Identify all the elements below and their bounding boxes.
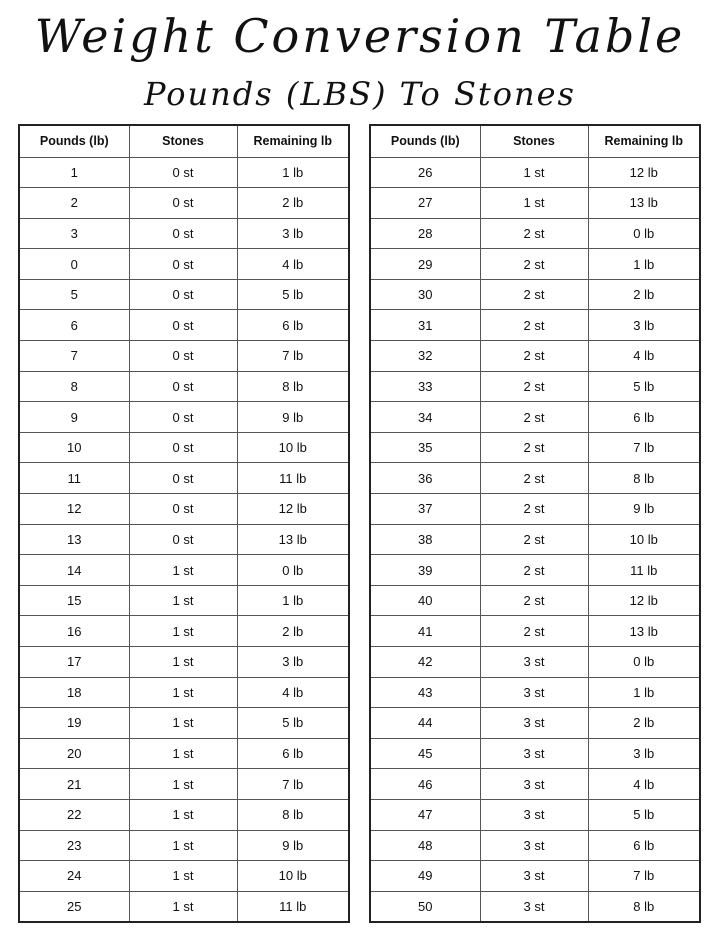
remaining-cell: 10 lb <box>588 524 700 555</box>
stones-cell: 3 st <box>480 769 588 800</box>
remaining-cell: 11 lb <box>237 463 349 494</box>
remaining-cell: 6 lb <box>237 310 349 341</box>
stones-cell: 2 st <box>480 402 588 433</box>
stones-cell: 1 st <box>129 647 237 678</box>
stones-cell: 3 st <box>480 677 588 708</box>
stones-cell: 1 st <box>129 616 237 647</box>
remaining-cell: 5 lb <box>588 799 700 830</box>
pounds-cell: 9 <box>19 402 129 433</box>
pounds-cell: 32 <box>370 341 480 372</box>
table-row <box>19 310 349 341</box>
pounds-cell: 1 <box>19 157 129 188</box>
table-row <box>370 677 700 708</box>
remaining-cell: 13 lb <box>237 524 349 555</box>
pounds-cell: 18 <box>19 677 129 708</box>
pounds-cell: 48 <box>370 830 480 861</box>
table-row <box>19 830 349 861</box>
stones-cell: 0 st <box>129 157 237 188</box>
table-row <box>19 647 349 678</box>
pounds-cell: 27 <box>370 188 480 219</box>
pounds-cell: 50 <box>370 891 480 922</box>
stones-cell: 2 st <box>480 494 588 525</box>
table-row <box>19 432 349 463</box>
table-row <box>19 708 349 739</box>
remaining-cell: 8 lb <box>237 799 349 830</box>
stones-cell: 1 st <box>129 799 237 830</box>
pounds-cell: 44 <box>370 708 480 739</box>
stones-cell: 1 st <box>129 830 237 861</box>
stones-cell: 2 st <box>480 432 588 463</box>
table-row <box>19 738 349 769</box>
pounds-cell: 16 <box>19 616 129 647</box>
table-row <box>370 463 700 494</box>
pounds-cell: 14 <box>19 555 129 586</box>
table-row <box>19 218 349 249</box>
header-row <box>19 125 349 157</box>
stones-cell: 3 st <box>480 708 588 739</box>
pounds-cell: 38 <box>370 524 480 555</box>
remaining-cell: 3 lb <box>588 310 700 341</box>
pounds-cell: 37 <box>370 494 480 525</box>
remaining-cell: 1 lb <box>237 157 349 188</box>
pounds-cell: 8 <box>19 371 129 402</box>
table-row <box>370 708 700 739</box>
remaining-cell: 7 lb <box>237 341 349 372</box>
pounds-cell: 31 <box>370 310 480 341</box>
remaining-cell: 10 lb <box>237 432 349 463</box>
stones-cell: 0 st <box>129 402 237 433</box>
stones-cell: 1 st <box>129 677 237 708</box>
table-row <box>19 524 349 555</box>
stones-cell: 2 st <box>480 524 588 555</box>
stones-cell: 0 st <box>129 371 237 402</box>
remaining-cell: 12 lb <box>237 494 349 525</box>
pounds-cell: 28 <box>370 218 480 249</box>
pounds-cell: 40 <box>370 585 480 616</box>
remaining-cell: 2 lb <box>588 279 700 310</box>
stones-cell: 3 st <box>480 861 588 892</box>
remaining-cell: 12 lb <box>588 157 700 188</box>
conversion-table-left <box>18 124 350 923</box>
stones-cell: 3 st <box>480 738 588 769</box>
remaining-cell: 4 lb <box>237 677 349 708</box>
stones-cell: 1 st <box>480 157 588 188</box>
stones-cell: 3 st <box>480 891 588 922</box>
stones-cell: 2 st <box>480 249 588 280</box>
pounds-cell: 19 <box>19 708 129 739</box>
remaining-cell: 12 lb <box>588 585 700 616</box>
table-row <box>370 341 700 372</box>
remaining-cell: 6 lb <box>588 402 700 433</box>
header-remaining: Remaining lb <box>237 125 349 157</box>
table-row <box>19 677 349 708</box>
pounds-cell: 21 <box>19 769 129 800</box>
stones-cell: 0 st <box>129 188 237 219</box>
table-row <box>19 402 349 433</box>
table-row <box>370 279 700 310</box>
pounds-cell: 13 <box>19 524 129 555</box>
stones-cell: 1 st <box>129 708 237 739</box>
stones-cell: 0 st <box>129 432 237 463</box>
pounds-cell: 7 <box>19 341 129 372</box>
remaining-cell: 4 lb <box>237 249 349 280</box>
remaining-cell: 0 lb <box>588 218 700 249</box>
remaining-cell: 3 lb <box>588 738 700 769</box>
pounds-cell: 10 <box>19 432 129 463</box>
pounds-cell: 6 <box>19 310 129 341</box>
pounds-cell: 33 <box>370 371 480 402</box>
table-row <box>370 494 700 525</box>
table-row <box>370 738 700 769</box>
remaining-cell: 1 lb <box>588 677 700 708</box>
remaining-cell: 11 lb <box>588 555 700 586</box>
pounds-cell: 17 <box>19 647 129 678</box>
remaining-cell: 4 lb <box>588 341 700 372</box>
remaining-cell: 7 lb <box>588 432 700 463</box>
remaining-cell: 7 lb <box>237 769 349 800</box>
remaining-cell: 9 lb <box>588 494 700 525</box>
table-row <box>19 555 349 586</box>
table-row <box>19 494 349 525</box>
table-row <box>370 555 700 586</box>
pounds-cell: 12 <box>19 494 129 525</box>
stones-cell: 0 st <box>129 218 237 249</box>
pounds-cell: 24 <box>19 861 129 892</box>
pounds-cell: 0 <box>19 249 129 280</box>
pounds-cell: 11 <box>19 463 129 494</box>
remaining-cell: 3 lb <box>237 647 349 678</box>
remaining-cell: 2 lb <box>237 616 349 647</box>
stones-cell: 1 st <box>480 188 588 219</box>
table-row <box>19 279 349 310</box>
stones-cell: 3 st <box>480 830 588 861</box>
remaining-cell: 0 lb <box>588 647 700 678</box>
table-row <box>19 463 349 494</box>
table-row <box>370 830 700 861</box>
pounds-cell: 22 <box>19 799 129 830</box>
stones-cell: 0 st <box>129 341 237 372</box>
table-row <box>370 249 700 280</box>
pounds-cell: 47 <box>370 799 480 830</box>
remaining-cell: 13 lb <box>588 188 700 219</box>
pounds-cell: 45 <box>370 738 480 769</box>
table-row <box>370 647 700 678</box>
table-row <box>370 371 700 402</box>
stones-cell: 1 st <box>129 861 237 892</box>
pounds-cell: 35 <box>370 432 480 463</box>
table-row <box>370 218 700 249</box>
stones-cell: 1 st <box>129 891 237 922</box>
table-row <box>19 769 349 800</box>
remaining-cell: 1 lb <box>588 249 700 280</box>
pounds-cell: 43 <box>370 677 480 708</box>
remaining-cell: 9 lb <box>237 402 349 433</box>
stones-cell: 1 st <box>129 585 237 616</box>
header-row <box>370 125 700 157</box>
table-row <box>19 188 349 219</box>
header-stones: Stones <box>129 125 237 157</box>
stones-cell: 0 st <box>129 494 237 525</box>
table-row <box>370 891 700 922</box>
remaining-cell: 5 lb <box>237 279 349 310</box>
table-row <box>370 799 700 830</box>
remaining-cell: 6 lb <box>237 738 349 769</box>
header-pounds: Pounds (lb) <box>19 125 129 157</box>
pounds-cell: 46 <box>370 769 480 800</box>
table-row <box>19 249 349 280</box>
pounds-cell: 29 <box>370 249 480 280</box>
table-row <box>370 769 700 800</box>
table-row <box>370 616 700 647</box>
table-row <box>19 799 349 830</box>
stones-cell: 2 st <box>480 310 588 341</box>
stones-cell: 2 st <box>480 341 588 372</box>
table-row <box>370 861 700 892</box>
conversion-table-right <box>369 124 701 923</box>
table-row <box>19 157 349 188</box>
stones-cell: 2 st <box>480 585 588 616</box>
header-remaining: Remaining lb <box>588 125 700 157</box>
stones-cell: 3 st <box>480 799 588 830</box>
stones-cell: 0 st <box>129 310 237 341</box>
pounds-cell: 3 <box>19 218 129 249</box>
stones-cell: 2 st <box>480 616 588 647</box>
remaining-cell: 3 lb <box>237 218 349 249</box>
table-row <box>19 585 349 616</box>
stones-cell: 0 st <box>129 249 237 280</box>
page-subtitle: Pounds (LBS) To Stones <box>144 75 576 113</box>
pounds-cell: 41 <box>370 616 480 647</box>
stones-cell: 1 st <box>129 555 237 586</box>
pounds-cell: 23 <box>19 830 129 861</box>
stones-cell: 1 st <box>129 738 237 769</box>
remaining-cell: 1 lb <box>237 585 349 616</box>
stones-cell: 2 st <box>480 371 588 402</box>
pounds-cell: 26 <box>370 157 480 188</box>
pounds-cell: 20 <box>19 738 129 769</box>
remaining-cell: 9 lb <box>237 830 349 861</box>
remaining-cell: 5 lb <box>588 371 700 402</box>
pounds-cell: 2 <box>19 188 129 219</box>
stones-cell: 0 st <box>129 524 237 555</box>
pounds-cell: 42 <box>370 647 480 678</box>
pounds-cell: 15 <box>19 585 129 616</box>
pounds-cell: 49 <box>370 861 480 892</box>
pounds-cell: 5 <box>19 279 129 310</box>
remaining-cell: 10 lb <box>237 861 349 892</box>
remaining-cell: 6 lb <box>588 830 700 861</box>
stones-cell: 0 st <box>129 279 237 310</box>
table-row <box>370 524 700 555</box>
pounds-cell: 30 <box>370 279 480 310</box>
remaining-cell: 8 lb <box>237 371 349 402</box>
remaining-cell: 5 lb <box>237 708 349 739</box>
remaining-cell: 11 lb <box>237 891 349 922</box>
remaining-cell: 2 lb <box>237 188 349 219</box>
remaining-cell: 0 lb <box>237 555 349 586</box>
stones-cell: 2 st <box>480 218 588 249</box>
table-row <box>370 585 700 616</box>
stones-cell: 0 st <box>129 463 237 494</box>
stones-cell: 2 st <box>480 555 588 586</box>
remaining-cell: 13 lb <box>588 616 700 647</box>
table-row <box>19 616 349 647</box>
header-pounds: Pounds (lb) <box>370 125 480 157</box>
remaining-cell: 8 lb <box>588 891 700 922</box>
stones-cell: 3 st <box>480 647 588 678</box>
page-title: Weight Conversion Table <box>34 9 686 63</box>
table-row <box>370 157 700 188</box>
stones-cell: 1 st <box>129 769 237 800</box>
header-stones: Stones <box>480 125 588 157</box>
stones-cell: 2 st <box>480 279 588 310</box>
table-row <box>19 371 349 402</box>
table-row <box>19 341 349 372</box>
pounds-cell: 36 <box>370 463 480 494</box>
stones-cell: 2 st <box>480 463 588 494</box>
table-row <box>19 861 349 892</box>
pounds-cell: 39 <box>370 555 480 586</box>
table-row <box>370 310 700 341</box>
table-row <box>370 402 700 433</box>
table-row <box>370 188 700 219</box>
table-row <box>19 891 349 922</box>
pounds-cell: 34 <box>370 402 480 433</box>
table-row <box>370 432 700 463</box>
remaining-cell: 8 lb <box>588 463 700 494</box>
remaining-cell: 4 lb <box>588 769 700 800</box>
remaining-cell: 7 lb <box>588 861 700 892</box>
remaining-cell: 2 lb <box>588 708 700 739</box>
pounds-cell: 25 <box>19 891 129 922</box>
